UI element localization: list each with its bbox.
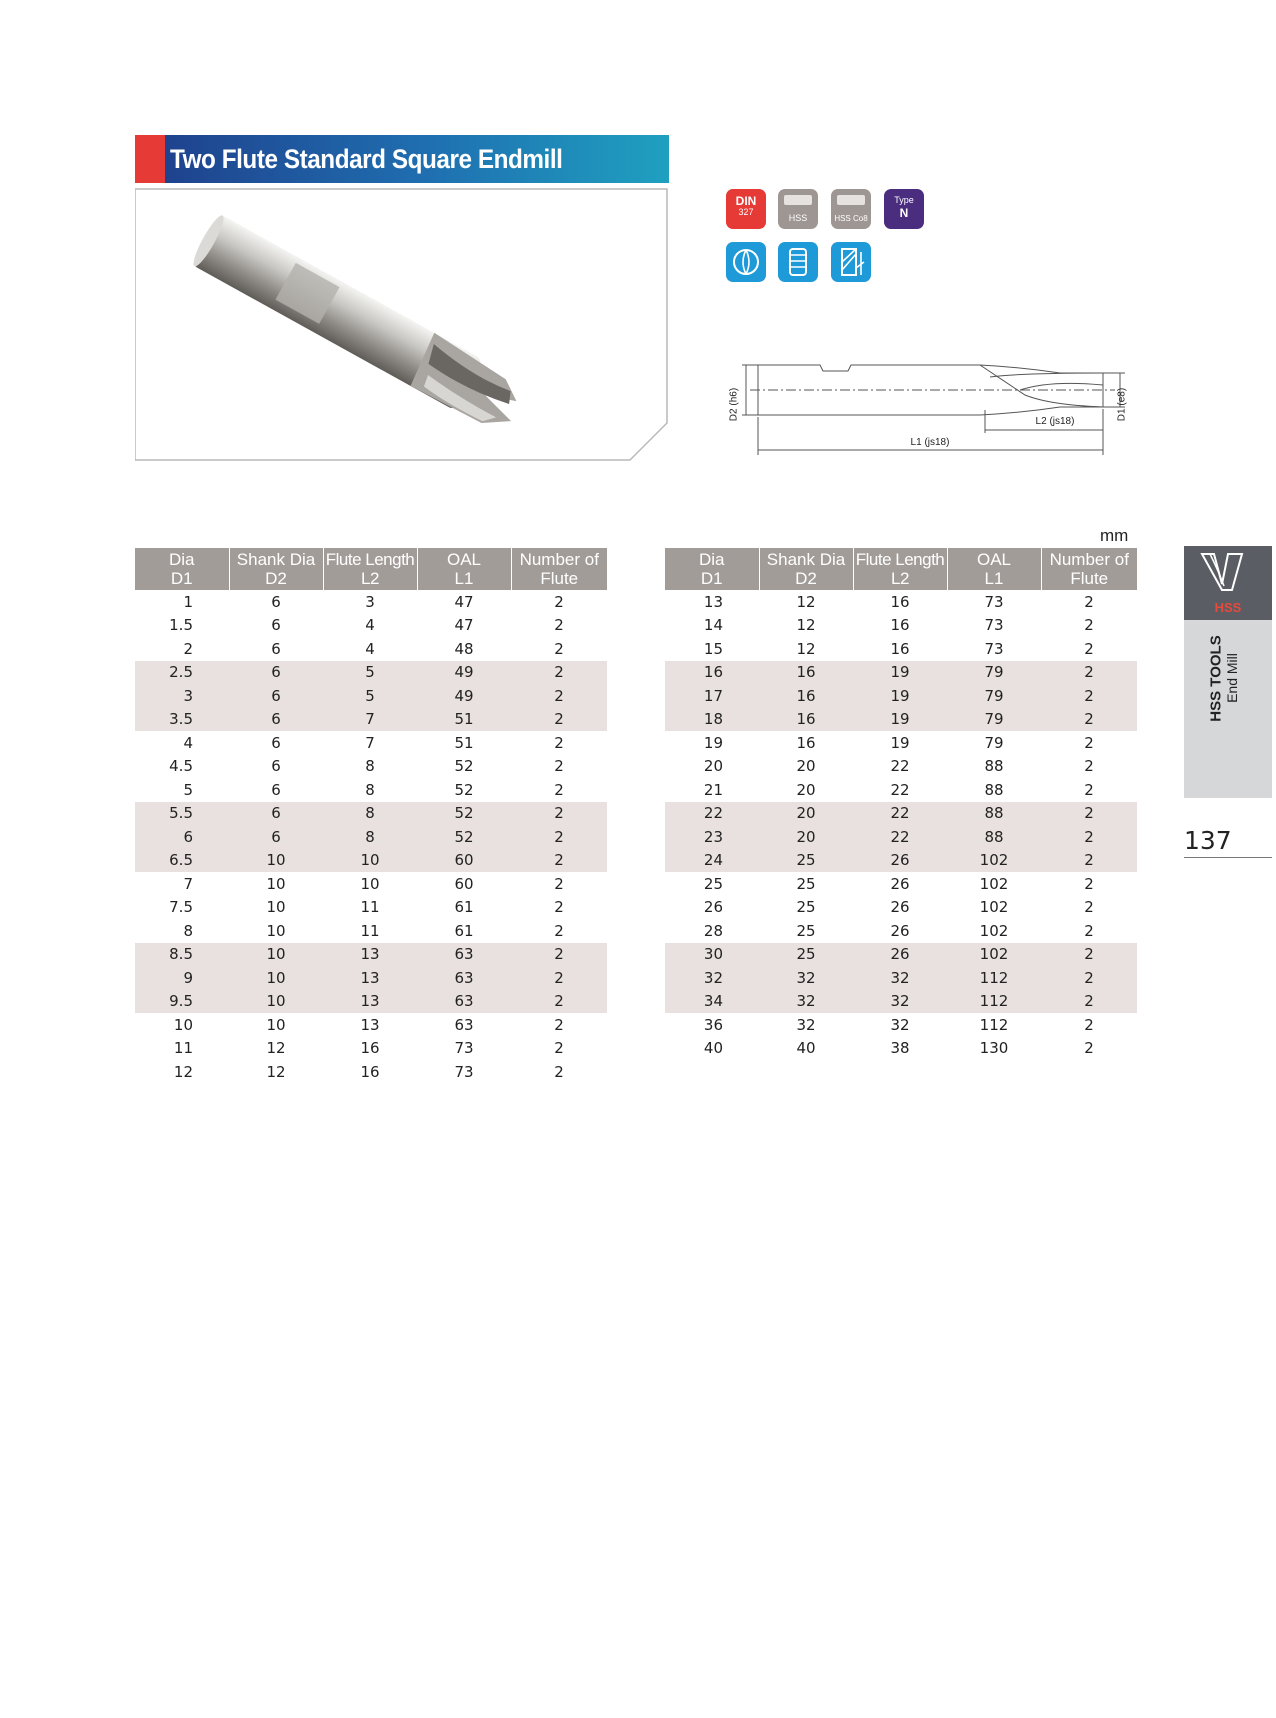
hss-co8-badge: HSS Co8 [831,189,871,229]
cell-flutes: 2 [554,639,564,658]
table-row [665,919,1137,943]
cell-flute-length: 13 [360,1015,380,1034]
cell-shank-dia: 16 [759,661,853,685]
cell-shank-dia: 6 [229,684,323,708]
cell-shank-dia: 20 [759,802,853,826]
cell-oal: 130 [979,1039,1009,1058]
cell-dia: 23 [665,825,759,849]
cell-shank-dia: 10 [229,990,323,1014]
cell-shank-dia: 12 [266,1062,286,1081]
header-shank-dia: Shank Dia D2 [759,548,853,590]
cell-flutes: 2 [1041,825,1137,849]
cell-oal: 88 [947,802,1041,826]
cell-shank-dia: 6 [271,616,281,635]
cell-flute-length: 8 [323,802,417,826]
cell-flute-length: 7 [323,708,417,732]
center-cut-icon [726,242,766,282]
cell-flutes: 2 [554,921,564,940]
cell-dia: 19 [703,733,723,752]
cell-dia: 3 [135,684,229,708]
cell-dia: 5.5 [135,802,229,826]
cell-flute-length: 26 [890,874,910,893]
cell-dia: 9 [135,966,229,990]
table-row [665,896,1137,920]
cell-flute-length: 26 [890,921,910,940]
cell-flute-length: 38 [890,1039,910,1058]
cell-dia: 2 [183,639,193,658]
cell-oal: 102 [947,943,1041,967]
cell-dia: 40 [703,1039,723,1058]
cell-flute-length: 5 [323,661,417,685]
cell-flutes: 2 [1084,639,1094,658]
cell-dia: 6.5 [135,849,229,873]
cell-dia: 4.5 [169,757,193,776]
table-row [135,1037,607,1061]
cell-oal: 63 [454,1015,474,1034]
cell-flute-length: 19 [853,708,947,732]
cell-flutes: 2 [554,1015,564,1034]
cell-shank-dia: 16 [796,733,816,752]
cell-dia: 9.5 [135,990,229,1014]
cell-shank-dia: 12 [796,592,816,611]
flute-count-icon [778,242,818,282]
cell-flutes: 2 [511,943,607,967]
cell-oal: 52 [417,825,511,849]
cell-shank-dia: 32 [759,966,853,990]
cell-oal: 79 [947,684,1041,708]
cell-oal: 73 [984,616,1004,635]
d2-label-box [724,377,744,437]
l1-label: L1 (js18) [910,437,950,448]
cell-dia: 22 [665,802,759,826]
product-photo [135,188,668,461]
cell-oal: 102 [979,898,1009,917]
table-row [135,943,607,967]
cell-flute-length: 8 [365,780,375,799]
cell-oal: 63 [417,990,511,1014]
cell-shank-dia: 6 [229,825,323,849]
table-row [135,849,607,873]
cell-flute-length: 16 [890,592,910,611]
cell-oal: 102 [979,874,1009,893]
cell-dia: 12 [173,1062,193,1081]
cell-shank-dia: 6 [271,780,281,799]
cell-dia: 8.5 [135,943,229,967]
table-row [665,966,1137,990]
cell-flute-length: 13 [323,943,417,967]
side-tab-labels [1184,620,1272,798]
cell-flute-length: 8 [323,825,417,849]
cell-flute-length: 16 [360,1062,380,1081]
cell-oal: 60 [417,849,511,873]
header-flute-length: Flute Length L2 [323,548,417,590]
table-row [135,708,607,732]
cell-oal: 47 [454,592,474,611]
header-dia: Dia D1 [665,548,759,590]
page-number-rule [1184,857,1272,858]
spec-table-left [135,548,607,1084]
cell-flutes: 2 [554,874,564,893]
cell-shank-dia: 12 [266,1039,286,1058]
cell-flutes: 2 [1084,616,1094,635]
table-row [665,825,1137,849]
table-row [135,919,607,943]
cell-dia: 5 [183,780,193,799]
cell-flutes: 2 [511,825,607,849]
header-dia: Dia D1 [135,548,229,590]
cell-flute-length: 26 [890,898,910,917]
cell-flute-length: 4 [365,616,375,635]
cell-oal: 52 [417,802,511,826]
cell-oal: 73 [984,639,1004,658]
table-row [665,1037,1137,1061]
cell-flute-length: 4 [365,639,375,658]
cell-flute-length: 7 [365,733,375,752]
cell-oal: 112 [947,990,1041,1014]
cell-dia: 7.5 [169,898,193,917]
table-row [665,1013,1137,1037]
cell-oal: 73 [454,1039,474,1058]
cell-dia: 20 [703,757,723,776]
header-flute-length: Flute Length L2 [853,548,947,590]
d1-label: D1 (e8) [1116,387,1128,422]
cell-flute-length: 13 [323,990,417,1014]
cell-flutes: 2 [1084,898,1094,917]
cell-oal: 63 [417,943,511,967]
cell-flutes: 2 [554,898,564,917]
cell-oal: 51 [417,708,511,732]
table-row [135,684,607,708]
table-row [135,896,607,920]
cell-dia: 8 [183,921,193,940]
table-row [665,731,1137,755]
table-row [665,708,1137,732]
cell-oal: 49 [417,661,511,685]
table-row [135,778,607,802]
cell-oal: 79 [984,733,1004,752]
cell-oal: 88 [984,757,1004,776]
cell-oal: 73 [984,592,1004,611]
cell-oal: 112 [979,1015,1009,1034]
cell-shank-dia: 40 [796,1039,816,1058]
cell-flute-length: 19 [890,733,910,752]
cell-flutes: 2 [554,780,564,799]
unit-label: mm [1100,526,1129,545]
cell-flutes: 2 [1041,802,1137,826]
cell-dia: 2.5 [135,661,229,685]
cell-flute-length: 19 [853,684,947,708]
cell-flute-length: 10 [323,849,417,873]
d2-label: D2 (h6) [728,387,740,422]
cell-oal: 102 [947,849,1041,873]
cell-shank-dia: 25 [796,898,816,917]
cell-oal: 47 [454,616,474,635]
helix-angle-icon [831,242,871,282]
cell-shank-dia: 10 [229,943,323,967]
cell-flute-length: 13 [323,966,417,990]
table-row [665,637,1137,661]
table-row [135,1013,607,1037]
cell-flutes: 2 [1084,592,1094,611]
cell-flutes: 2 [554,1062,564,1081]
side-hss-label: HSS [1214,600,1242,615]
cell-flute-length: 19 [853,661,947,685]
cell-flute-length: 16 [890,639,910,658]
cell-flutes: 2 [511,684,607,708]
d1-label-box [1112,377,1132,437]
cell-dia: 10 [173,1015,193,1034]
cell-shank-dia: 10 [229,966,323,990]
cell-shank-dia: 25 [759,849,853,873]
cell-flutes: 2 [1041,966,1137,990]
table-row [665,778,1137,802]
cell-flutes: 2 [1084,874,1094,893]
cell-dia: 7 [183,874,193,893]
cell-flute-length: 16 [890,616,910,635]
cell-flutes: 2 [511,966,607,990]
cell-oal: 52 [454,757,474,776]
cell-flute-length: 22 [853,825,947,849]
cell-flute-length: 22 [890,757,910,776]
cell-dia: 17 [665,684,759,708]
cell-oal: 79 [947,661,1041,685]
cell-flute-length: 26 [853,849,947,873]
cell-flute-length: 11 [360,921,380,940]
table-row [135,731,607,755]
header-shank-dia: Shank Dia D2 [229,548,323,590]
table-row [665,943,1137,967]
table-row [665,614,1137,638]
cell-flutes: 2 [1084,1039,1094,1058]
cell-dia: 16 [665,661,759,685]
spec-table-right [665,548,1137,1060]
cell-dia: 11 [173,1039,193,1058]
cell-shank-dia: 10 [266,1015,286,1034]
cell-dia: 6 [135,825,229,849]
cell-flutes: 2 [511,661,607,685]
page-title: Two Flute Standard Square Endmill [170,144,563,174]
cell-shank-dia: 16 [759,708,853,732]
cell-dia: 34 [665,990,759,1014]
cell-shank-dia: 6 [271,733,281,752]
cell-shank-dia: 10 [266,921,286,940]
table-row [135,1060,607,1084]
cell-dia: 4 [183,733,193,752]
cell-dia: 36 [703,1015,723,1034]
table-row [665,802,1137,826]
table-row [135,966,607,990]
cell-flutes: 2 [1041,990,1137,1014]
cell-flute-length: 32 [853,990,947,1014]
side-category: HSS TOOLS [1207,635,1225,722]
title-accent [135,135,165,183]
cell-flutes: 2 [1084,757,1094,776]
table-row [135,590,607,614]
cell-shank-dia: 25 [796,921,816,940]
cell-flutes: 2 [1084,1015,1094,1034]
cell-dia: 26 [703,898,723,917]
cell-shank-dia: 12 [796,639,816,658]
cell-dia: 25 [703,874,723,893]
cell-shank-dia: 20 [759,825,853,849]
side-subcategory: End Mill [1224,653,1240,703]
header-number-of-flute: Number of Flute [511,548,607,590]
cell-flute-length: 32 [890,1015,910,1034]
cell-oal: 88 [947,825,1041,849]
cell-oal: 63 [417,966,511,990]
hss-badge: HSS [778,189,818,229]
din-badge: DIN 327 [726,189,766,229]
cell-shank-dia: 6 [271,639,281,658]
cell-oal: 79 [947,708,1041,732]
cell-flute-length: 3 [365,592,375,611]
cell-dia: 32 [665,966,759,990]
cell-flute-length: 11 [360,898,380,917]
cell-flute-length: 16 [360,1039,380,1058]
cell-flutes: 2 [554,733,564,752]
cell-flutes: 2 [554,757,564,776]
cell-shank-dia: 32 [796,1015,816,1034]
cell-flutes: 2 [1041,661,1137,685]
cell-oal: 52 [454,780,474,799]
type-badge: Type N [884,189,924,229]
cell-dia: 14 [703,616,723,635]
cell-dia: 15 [703,639,723,658]
endmill-icon [1184,546,1272,596]
cell-shank-dia: 6 [229,802,323,826]
table-row [665,684,1137,708]
cell-shank-dia: 10 [266,874,286,893]
cell-flutes: 2 [511,802,607,826]
cell-flute-length: 5 [323,684,417,708]
cell-shank-dia: 10 [229,849,323,873]
table-row [665,990,1137,1014]
cell-oal: 102 [979,921,1009,940]
cell-shank-dia: 6 [229,661,323,685]
table-row [135,637,607,661]
page-number: 137 [1184,826,1232,855]
table-row [135,661,607,685]
cell-oal: 49 [417,684,511,708]
cell-flutes: 2 [1041,943,1137,967]
table-row [665,590,1137,614]
cell-flute-length: 22 [890,780,910,799]
cell-flutes: 2 [1041,684,1137,708]
cell-shank-dia: 25 [796,874,816,893]
cell-oal: 61 [454,921,474,940]
cell-flutes: 2 [1041,849,1137,873]
cell-flutes: 2 [1084,780,1094,799]
cell-flute-length: 26 [853,943,947,967]
cell-flutes: 2 [554,1039,564,1058]
cell-dia: 13 [703,592,723,611]
header-number-of-flute: Number of Flute [1041,548,1137,590]
cell-oal: 112 [947,966,1041,990]
cell-oal: 73 [454,1062,474,1081]
cell-flute-length: 22 [853,802,947,826]
table-row [135,755,607,779]
cell-shank-dia: 6 [271,757,281,776]
cell-dia: 3.5 [135,708,229,732]
cell-dia: 30 [665,943,759,967]
cell-dia: 28 [703,921,723,940]
header-oal: OAL L1 [417,548,511,590]
table-row [665,872,1137,896]
cell-shank-dia: 25 [759,943,853,967]
cell-flutes: 2 [554,592,564,611]
table-row [135,614,607,638]
cell-oal: 88 [984,780,1004,799]
cell-shank-dia: 20 [796,757,816,776]
table-row [135,802,607,826]
cell-flutes: 2 [511,708,607,732]
cell-oal: 61 [454,898,474,917]
cell-shank-dia: 6 [271,592,281,611]
cell-flutes: 2 [1084,733,1094,752]
cell-shank-dia: 20 [796,780,816,799]
cell-flutes: 2 [511,849,607,873]
cell-shank-dia: 12 [796,616,816,635]
table-row [665,661,1137,685]
cell-dia: 1.5 [169,616,193,635]
table-row [135,872,607,896]
table-row [665,849,1137,873]
cell-flute-length: 32 [853,966,947,990]
cell-flutes: 2 [554,616,564,635]
table-header [665,548,1137,590]
cell-dia: 18 [665,708,759,732]
cell-shank-dia: 16 [759,684,853,708]
l2-label: L2 (js18) [1035,416,1075,427]
cell-shank-dia: 6 [229,708,323,732]
table-row [135,990,607,1014]
cell-shank-dia: 10 [266,898,286,917]
cell-flute-length: 10 [360,874,380,893]
table-row [135,825,607,849]
cell-flutes: 2 [1041,708,1137,732]
cell-dia: 24 [665,849,759,873]
cell-oal: 51 [454,733,474,752]
cell-oal: 48 [454,639,474,658]
header-oal: OAL L1 [947,548,1041,590]
cell-dia: 21 [703,780,723,799]
cell-dia: 1 [183,592,193,611]
table-header [135,548,607,590]
table-row [665,755,1137,779]
cell-flutes: 2 [511,990,607,1014]
cell-oal: 60 [454,874,474,893]
cell-flute-length: 8 [365,757,375,776]
cell-shank-dia: 32 [759,990,853,1014]
cell-flutes: 2 [1084,921,1094,940]
